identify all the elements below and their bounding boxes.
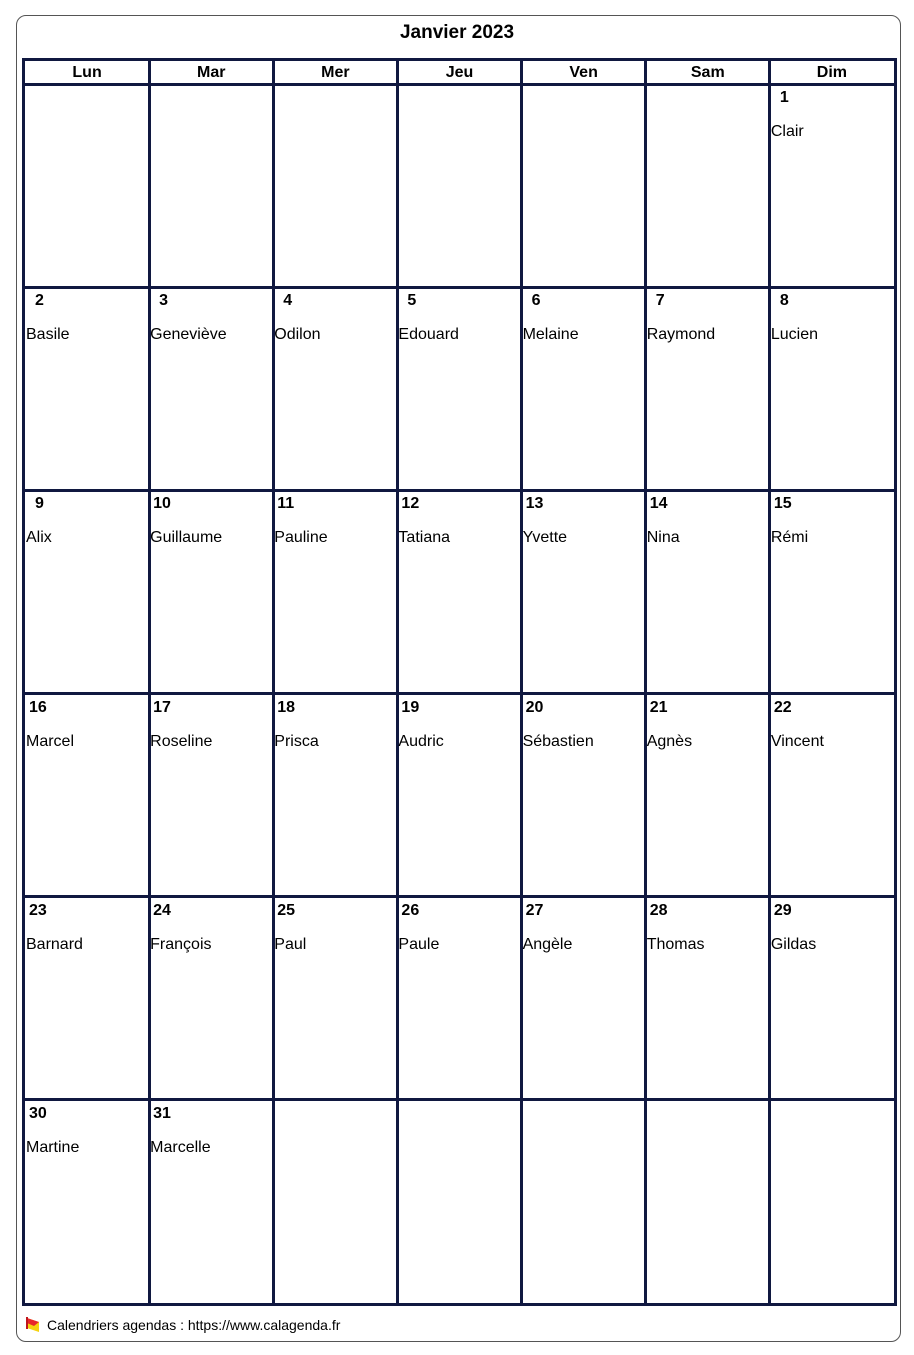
saint-name: Odilon — [274, 326, 321, 344]
day-cell[interactable] — [646, 287, 770, 490]
day-cell[interactable] — [646, 490, 770, 693]
day-cell[interactable] — [25, 897, 149, 1100]
day-number: 20 — [525, 698, 544, 716]
day-number: 21 — [649, 698, 668, 716]
saint-name: Paule — [398, 935, 440, 953]
day-number: 27 — [525, 901, 544, 919]
day-number: 11 — [277, 495, 295, 513]
saint-name: Vincent — [770, 732, 824, 750]
day-number: 24 — [153, 901, 171, 919]
saint-name: Angèle — [522, 935, 573, 953]
day-number: 2 — [35, 292, 44, 310]
day-cell[interactable] — [25, 287, 149, 490]
saint-name: Gildas — [770, 935, 817, 953]
saint-name: Pauline — [274, 529, 328, 547]
day-cell[interactable] — [522, 897, 646, 1100]
footer — [26, 1317, 340, 1333]
day-number: 29 — [773, 901, 792, 919]
day-cell[interactable] — [397, 490, 521, 693]
day-cell[interactable] — [149, 490, 273, 693]
saint-name: Agnès — [646, 732, 693, 750]
day-number: 12 — [401, 495, 420, 513]
saint-name: Yvette — [522, 529, 568, 547]
day-name-header: Jeu — [445, 64, 474, 81]
day-number: 4 — [283, 292, 293, 310]
saint-name: Melaine — [522, 326, 579, 344]
saint-name: Nina — [646, 529, 680, 547]
day-number: 15 — [773, 495, 792, 513]
day-number: 19 — [401, 698, 420, 716]
day-cell[interactable] — [770, 84, 894, 287]
day-number: 17 — [153, 698, 171, 716]
day-cell[interactable] — [646, 897, 770, 1100]
saint-name: François — [150, 935, 212, 953]
day-cell[interactable] — [397, 694, 521, 897]
saint-name: Clair — [770, 123, 804, 140]
saint-name: Guillaume — [150, 529, 223, 547]
saint-name: Tatiana — [398, 529, 451, 547]
day-number: 30 — [29, 1104, 47, 1122]
day-number: 22 — [773, 698, 792, 716]
day-name-header: Mer — [321, 64, 350, 81]
day-cell[interactable] — [522, 287, 646, 490]
day-cell[interactable] — [646, 694, 770, 897]
day-cell[interactable] — [522, 490, 646, 693]
day-cell[interactable] — [770, 287, 894, 490]
day-number: 7 — [655, 292, 665, 310]
day-name-header: Mar — [196, 64, 226, 81]
day-name-header: Lun — [72, 64, 102, 81]
day-number: 13 — [525, 495, 544, 513]
day-cell[interactable] — [273, 490, 397, 693]
day-cell[interactable] — [149, 897, 273, 1100]
day-cell[interactable] — [273, 897, 397, 1100]
saint-name: Marcel — [26, 732, 75, 750]
day-number: 1 — [779, 89, 789, 106]
day-cell[interactable] — [149, 1100, 273, 1303]
day-number: 25 — [277, 901, 296, 919]
saint-name: Martine — [26, 1138, 80, 1156]
day-number: 10 — [153, 495, 171, 513]
day-name-header: Ven — [569, 64, 598, 81]
day-cell[interactable] — [273, 287, 397, 490]
saint-name: Lucien — [770, 326, 818, 344]
day-name-header: Dim — [816, 64, 848, 81]
day-number: 9 — [35, 495, 44, 513]
day-cell[interactable] — [273, 694, 397, 897]
saint-name: Alix — [26, 529, 52, 547]
saint-name: Marcelle — [150, 1138, 211, 1156]
saint-name: Raymond — [646, 326, 716, 344]
day-number: 31 — [153, 1104, 171, 1122]
day-cell[interactable] — [397, 897, 521, 1100]
saint-name: Roseline — [150, 732, 213, 750]
saint-name: Barnard — [26, 935, 83, 953]
saint-name: Basile — [26, 326, 70, 344]
day-cell[interactable] — [397, 287, 521, 490]
day-number: 3 — [159, 292, 169, 310]
day-number: 28 — [649, 901, 668, 919]
saint-name: Paul — [274, 935, 307, 953]
saint-name: Sébastien — [522, 732, 594, 750]
day-number: 14 — [649, 495, 668, 513]
day-number: 6 — [531, 292, 541, 310]
day-cell[interactable] — [770, 897, 894, 1100]
saint-name: Prisca — [274, 732, 319, 750]
day-cell[interactable] — [770, 694, 894, 897]
day-name-header: Sam — [690, 64, 725, 81]
day-number: 18 — [277, 698, 296, 716]
day-number: 23 — [29, 901, 47, 919]
day-cell[interactable] — [25, 490, 149, 693]
day-cell[interactable] — [770, 490, 894, 693]
day-number: 26 — [401, 901, 420, 919]
saint-name: Thomas — [646, 935, 705, 953]
calendar-title: Janvier 2023 — [399, 22, 515, 43]
day-number: 8 — [779, 292, 789, 310]
saint-name: Rémi — [770, 529, 809, 547]
day-number: 16 — [29, 698, 47, 716]
day-cell[interactable] — [149, 694, 273, 897]
footer-link-text[interactable]: Calendriers agendas : https://www.calagenda.fr — [47, 1317, 341, 1333]
day-cell[interactable] — [522, 694, 646, 897]
day-cell[interactable] — [25, 1100, 149, 1303]
calagenda-logo-icon — [26, 1317, 40, 1333]
saint-name: Audric — [398, 732, 444, 750]
calendar-grid — [22, 58, 897, 1306]
saint-name: Geneviève — [150, 326, 227, 344]
day-number: 5 — [407, 292, 417, 310]
saint-name: Edouard — [398, 326, 459, 344]
day-cell[interactable] — [149, 287, 273, 490]
day-cell[interactable] — [25, 694, 149, 897]
